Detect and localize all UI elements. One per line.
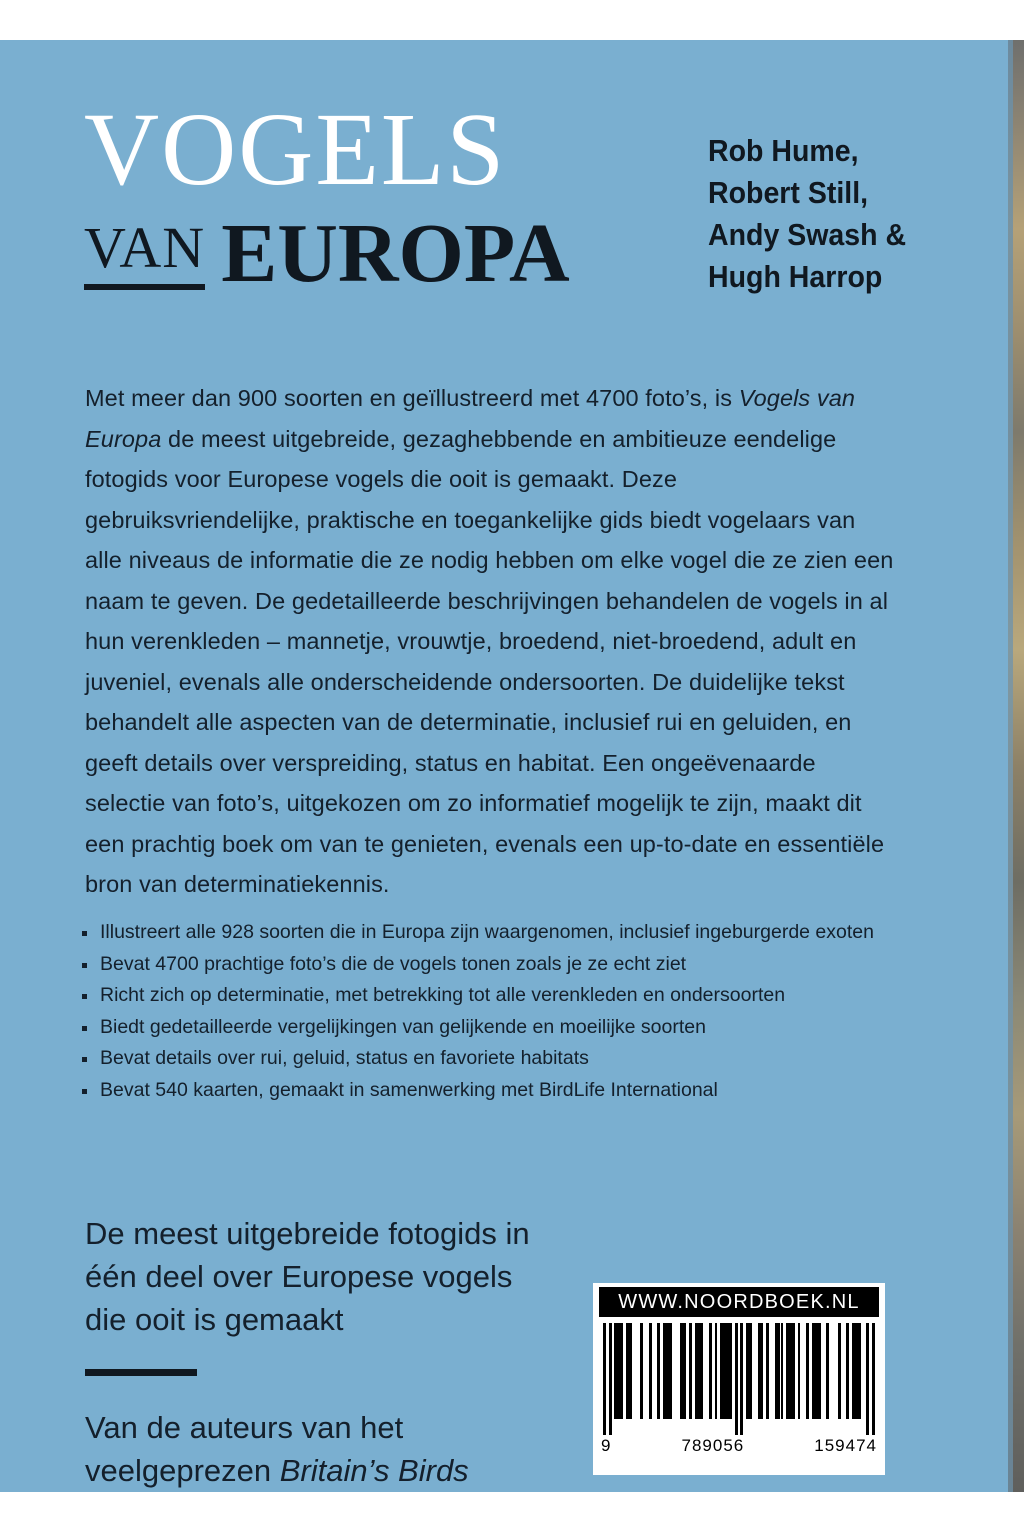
barcode-bar [838,1323,841,1419]
barcode-bar [729,1323,732,1419]
barcode-bar [603,1323,606,1435]
tagline-authors-line-1: Van de auteurs van het [85,1410,404,1445]
barcode-bar [826,1323,829,1419]
publisher-url-label: WWW.NOORDBOEK.NL [599,1287,879,1317]
list-item [82,1044,962,1073]
book-back-cover [0,40,1008,1492]
list-item [82,1013,962,1042]
bullet-text: Bevat 4700 prachtige foto’s die de vogels tonen zoals je ze echt ziet [100,952,687,975]
bullet-text: Biedt gedetailleerde vergelijkingen van gelijkende en moeilijke soorten [100,1015,706,1038]
blurb-paragraph: Met meer dan 900 soorten en geïllustreerd met 4700 foto’s, is Vogels van Europa de meest uitgebreide, gezaghebbende en ambitieuze eendelige fotogids voor Europese vogels die ooit is gemaakt. Deze gebruiksvriendelijke, praktische en toegankelijke gids biedt vogelaars van alle niveaus de informatie die ze nodig hebben om elke vogel die ze zien een naam te geven. De gedetailleerde beschrijvingen behandelen de vogels in al hun verenkleden – mannetje, vrouwtje, broedend, niet-broedend, adult en juveniel, evenals alle onderscheidende ondersoorten. De duidelijke tekst behandelt alle aspecten van de determinatie, inclusief rui en geluiden, en geeft details over verspreiding, status en habitat. Een ongeëvenaarde selectie van foto’s, uitgekozen om zo informatief mogelijk te zijn, maakt dit een prachtig boek om van te genieten, evenals een up-to-date en essentiële bron van determinatiekennis. [85,385,894,897]
barcode-bar [715,1323,718,1419]
barcode-digit-group-1: 789056 [681,1436,745,1455]
barcode-digits [601,1436,877,1456]
feature-bullet-list [82,918,962,1107]
tagline-authors-line-2 [85,1449,555,1492]
barcode-bar [798,1323,801,1419]
list-item [82,950,962,979]
cover-edge-strip [1008,40,1024,1492]
barcode-bar [649,1323,652,1419]
barcode-bar [689,1323,692,1419]
barcode-bar [669,1323,672,1419]
barcode-bar [818,1323,821,1419]
bullet-text: Bevat details over rui, geluid, status en favoriete habitats [100,1047,589,1069]
barcode-bar [760,1323,763,1419]
bullet-dot-icon [82,963,87,968]
barcode-bar [740,1323,743,1435]
list-item [82,981,962,1010]
tagline-authors-prefix: veelgeprezen [85,1453,280,1488]
blurb-block [85,378,895,905]
barcode-bar [620,1323,623,1419]
title-vogels: VOGELS [84,92,507,207]
author-line-3: Andy Swash & [708,217,907,252]
bullet-text: Bevat 540 kaarten, gemaakt in samenwerking met BirdLife International [100,1078,718,1101]
bullet-dot-icon [82,1026,87,1031]
title-van: VAN [84,215,206,280]
barcode-bar [781,1323,784,1419]
bullet-dot-icon [82,994,87,999]
list-item [82,1076,962,1105]
bullet-dot-icon [82,1057,87,1062]
barcode-digit-lead: 9 [601,1436,612,1455]
authors-block [708,130,958,298]
barcode-bar [766,1323,769,1419]
title-block [84,92,684,300]
tagline-block [85,1212,555,1492]
van-underline-rule [84,284,205,290]
tagline-line-1: De meest uitgebreide fotogids in [85,1216,530,1251]
barcode-bar [629,1323,632,1419]
barcode-bar [806,1323,809,1419]
barcode-bar [749,1323,752,1419]
barcode-bar [657,1323,660,1419]
barcode-bar [609,1323,612,1435]
bullet-dot-icon [82,931,87,936]
tagline-divider-rule [85,1369,197,1376]
barcode-bar [700,1323,703,1419]
barcode-bar [792,1323,795,1419]
tagline-line-2: één deel over Europese vogels [85,1259,513,1294]
tagline-authors-book-title: Britain’s Birds [279,1453,469,1488]
barcode-bar [709,1323,712,1419]
barcode-block [593,1283,885,1475]
barcode-bar [683,1323,686,1419]
barcode-bar [640,1323,643,1419]
list-item [82,918,962,947]
title-van-group [84,215,206,292]
barcode-bar [735,1323,738,1435]
blurb-book-title: Vogels van Europa [85,385,856,452]
author-line-2: Robert Still, [708,175,869,210]
bullet-dot-icon [82,1089,87,1094]
tagline-line-3: die ooit is gemaakt [85,1302,344,1337]
bullet-text: Illustreert alle 928 soorten die in Europa zijn waargenomen, inclusief ingeburgerde exoten [100,921,874,943]
title-second-row [84,207,684,300]
barcode-bars [603,1323,875,1435]
cover-edge-inner [1008,40,1013,1492]
title-europa: EUROPA [221,207,570,300]
barcode-bar [858,1323,861,1419]
barcode-bar [846,1323,849,1419]
bullet-text: Richt zich op determinatie, met betrekking tot alle verenkleden en ondersoorten [100,984,786,1006]
barcode-bar [872,1323,875,1435]
author-line-4: Hugh Harrop [708,259,883,294]
author-line-1: Rob Hume, [708,133,859,168]
barcode-digit-group-2: 159474 [814,1436,877,1455]
barcode-bar [866,1323,869,1435]
